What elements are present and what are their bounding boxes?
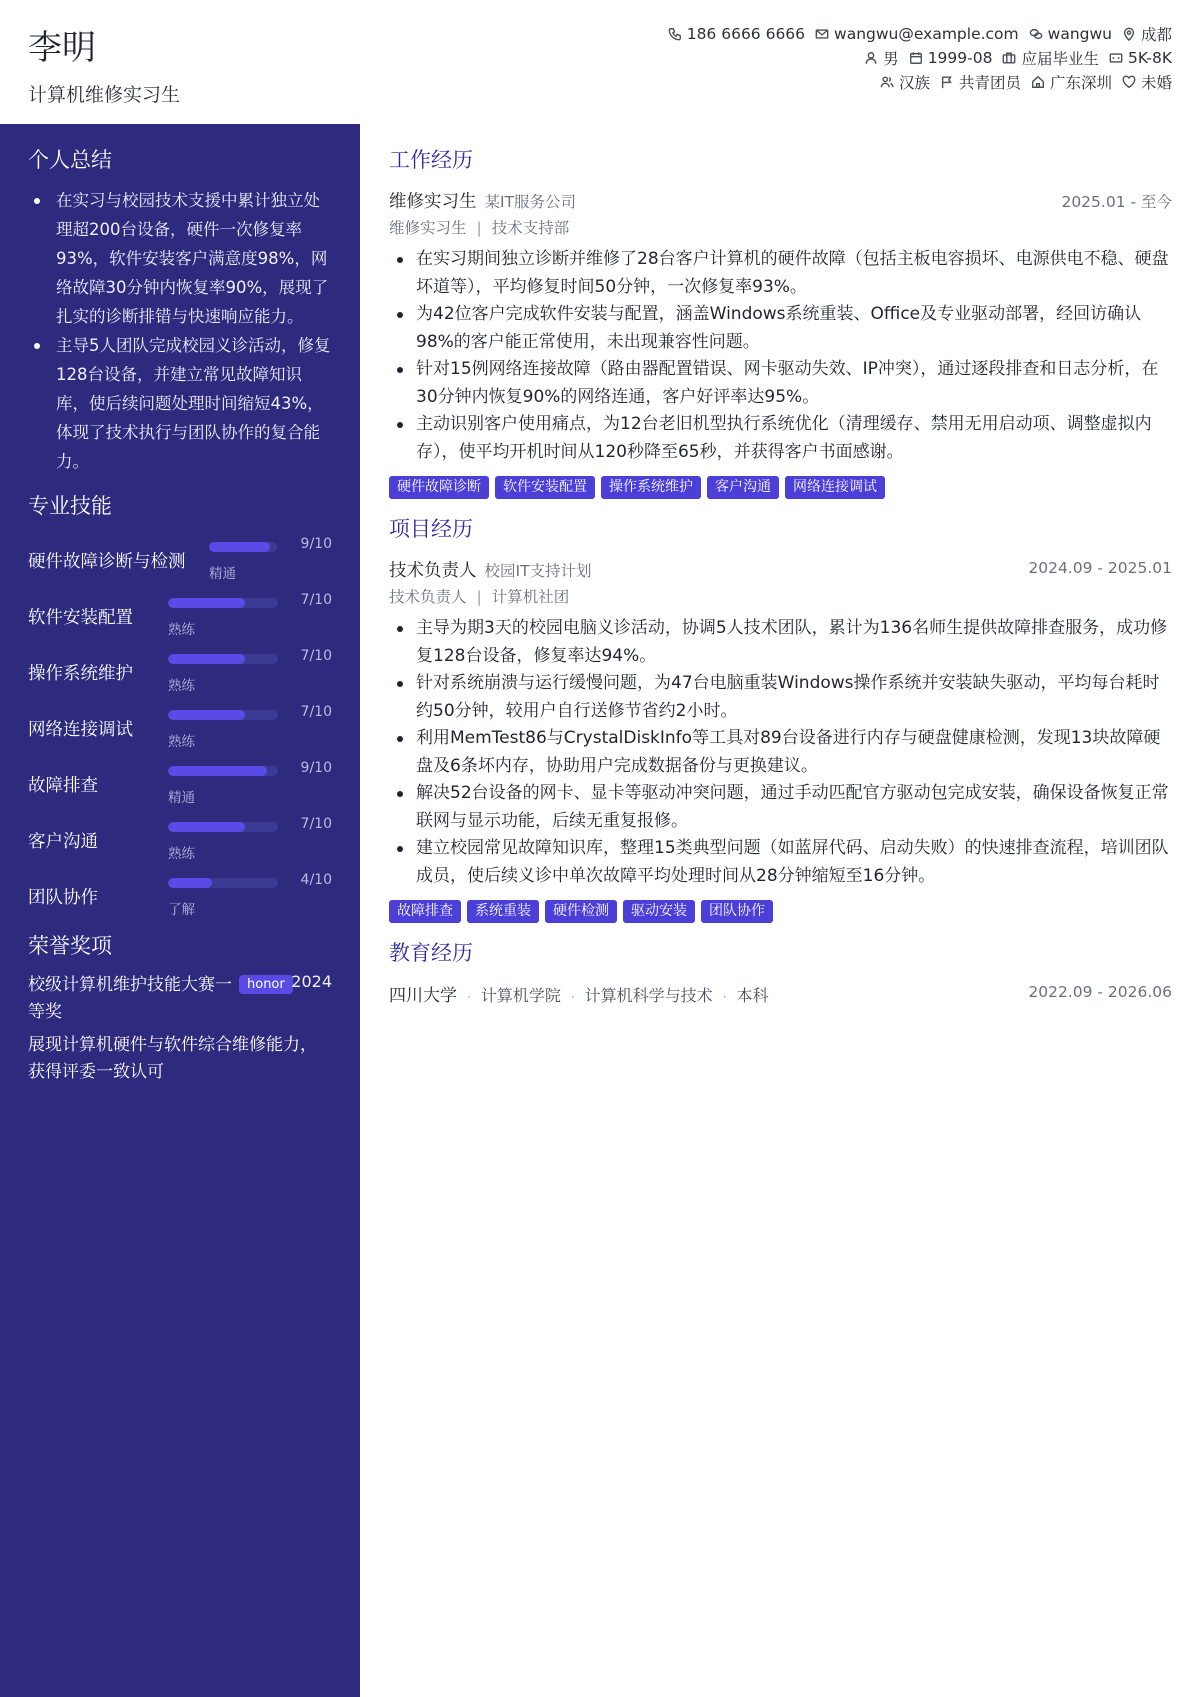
- work-date: 2025.01 - 至今: [1061, 193, 1172, 211]
- gender-item: [864, 47, 899, 69]
- status-text: 应届毕业生: [1021, 50, 1099, 68]
- phone-text: 186 6666 6666: [686, 25, 806, 43]
- skill-item: [28, 704, 332, 760]
- separator: |: [476, 219, 482, 237]
- college-name: 计算机学院: [480, 986, 561, 1005]
- honors-heading: 荣誉奖项: [28, 934, 112, 958]
- bullet-item: 针对15例网络连接故障（路由器配置错误、网卡驱动失效、IP冲突），通过逐段排查和日志分析，在30分钟内恢复90%的网络连通，客户好评率达95%。: [389, 356, 1172, 411]
- ethnicity-text: 汉族: [898, 74, 930, 92]
- skill-score: 7/10: [300, 592, 332, 608]
- skill-score: 7/10: [300, 648, 332, 664]
- contact-row: [412, 70, 1172, 94]
- work-entry: [389, 188, 1172, 499]
- wechat-item[interactable]: [1029, 25, 1112, 43]
- political-text: 共青团员: [958, 74, 1021, 92]
- briefcase-icon: [1002, 51, 1016, 65]
- school-name: 四川大学: [389, 986, 457, 1006]
- skill-fill: [168, 766, 267, 776]
- skill-fill: [168, 654, 245, 664]
- marital-item: [1122, 71, 1172, 93]
- wechat-text: wangwu: [1047, 25, 1112, 43]
- project-bullets: [389, 615, 1172, 890]
- contact-row: [412, 46, 1172, 70]
- marital-text: 未婚: [1140, 74, 1172, 92]
- work-position: 维修实习生: [389, 219, 467, 237]
- dot-separator: ·: [467, 990, 471, 1004]
- salary-icon: [1109, 51, 1123, 65]
- skill-level: 熟练: [168, 622, 195, 638]
- status-item: [1002, 47, 1099, 69]
- birth-text: 1999-08: [927, 49, 993, 67]
- skill-name: 软件安装配置: [28, 608, 133, 628]
- entry-header: [389, 188, 1172, 214]
- skill-bar: [168, 710, 278, 720]
- entry-header: [389, 557, 1172, 583]
- skill-item: [28, 592, 332, 648]
- skill-tag: 系统重装: [467, 900, 539, 923]
- skill-score: 9/10: [300, 760, 332, 776]
- project-entry: [389, 557, 1172, 923]
- skill-tag: 团队协作: [701, 900, 773, 923]
- project-subline: [389, 585, 1172, 607]
- skill-score: 7/10: [300, 816, 332, 832]
- bullet-item: 主动识别客户使用痛点，为12台老旧机型执行系统优化（清理缓存、禁用无用启动项、调整虚拟内存），使平均开机时间从120秒降至65秒，并获得客户书面感谢。: [389, 411, 1172, 466]
- skill-level: 了解: [168, 902, 195, 918]
- work-department: 技术支持部: [491, 219, 570, 237]
- skill-item: [28, 816, 332, 872]
- honor-title: 校级计算机维护技能大赛一等奖: [28, 975, 232, 1022]
- email-item[interactable]: [815, 25, 1019, 43]
- skill-fill: [168, 878, 212, 888]
- skill-item: [28, 536, 332, 592]
- bullet-item: 在实习期间独立诊断并维修了28台客户计算机的硬件故障（包括主板电容损坏、电源供电不稳、硬盘坏道等），平均修复时间50分钟，一次修复率93%。: [389, 246, 1172, 301]
- skill-name: 网络连接调试: [28, 720, 133, 740]
- honor-item: [28, 972, 332, 1026]
- summary-heading: 个人总结: [28, 148, 112, 172]
- flag-icon: [940, 75, 954, 89]
- heart-icon: [1122, 75, 1136, 89]
- skill-level: 精通: [209, 566, 236, 582]
- project-name: 校园IT支持计划: [484, 562, 592, 580]
- honor-description: 展现计算机硬件与软件综合维修能力，获得评委一致认可: [28, 1035, 317, 1082]
- skill-fill: [168, 822, 245, 832]
- skill-name: 客户沟通: [28, 832, 98, 852]
- resume-header: [0, 0, 1200, 124]
- candidate-name: 李明: [28, 28, 96, 68]
- skill-score: 9/10: [300, 536, 332, 552]
- bullet-item: 为42位客户完成软件安装与配置，涵盖Windows系统重装、Office及专业驱动部署，经回访确认98%的客户能正常使用，未出现兼容性问题。: [389, 301, 1172, 356]
- skill-level: 精通: [168, 790, 195, 806]
- work-company: 某IT服务公司: [484, 193, 577, 211]
- skill-bar: [168, 822, 278, 832]
- salary-text: 5K-8K: [1127, 49, 1172, 67]
- hometown-text: 广东深圳: [1049, 74, 1112, 92]
- skill-tag: 故障排查: [389, 900, 461, 923]
- job-title: 计算机维修实习生: [28, 84, 181, 106]
- work-bullets: [389, 246, 1172, 466]
- project-position: 技术负责人: [389, 588, 467, 606]
- bullet-item: 利用MemTest86与CrystalDiskInfo等工具对89台设备进行内存与硬盘健康检测，发现13块故障硬盘及6条坏内存，协助用户完成数据备份与更换建议。: [389, 725, 1172, 780]
- education-date: 2022.09 - 2026.06: [1028, 983, 1172, 1001]
- bullet-item: 解决52台设备的网卡、显卡等驱动冲突问题，通过手动匹配官方驱动包完成安装，确保设备恢复正常联网与显示功能，后续无重复报修。: [389, 780, 1172, 835]
- skill-tag: 硬件故障诊断: [389, 476, 489, 499]
- hometown-item: [1031, 71, 1112, 93]
- project-date: 2024.09 - 2025.01: [1028, 559, 1172, 577]
- gender-text: 男: [883, 50, 899, 68]
- skill-score: 7/10: [300, 704, 332, 720]
- honor-year: 2024: [291, 972, 332, 991]
- phone-item[interactable]: [668, 25, 805, 43]
- skill-fill: [168, 598, 245, 608]
- skill-bar: [209, 542, 277, 552]
- skills-heading: 专业技能: [28, 494, 112, 518]
- skill-score: 4/10: [300, 872, 332, 888]
- major-name: 计算机科学与技术: [584, 986, 713, 1005]
- work-tags: [389, 476, 1172, 499]
- education-entry: [389, 981, 1172, 1007]
- sidebar: [0, 124, 360, 1697]
- skill-tag: 客户沟通: [707, 476, 779, 499]
- skill-item: [28, 872, 332, 928]
- dot-separator: ·: [570, 990, 575, 1004]
- skill-bar: [168, 654, 278, 664]
- wechat-icon: [1029, 27, 1043, 41]
- skill-level: 熟练: [168, 734, 195, 750]
- user-icon: [864, 51, 878, 65]
- skill-fill: [168, 710, 245, 720]
- people-icon: [880, 75, 894, 89]
- bullet-item: 针对系统崩溃与运行缓慢问题，为47台电脑重装Windows操作系统并安装缺失驱动，平均每台耗时约50分钟，较用户自行送修节省约2小时。: [389, 670, 1172, 725]
- skill-item: [28, 648, 332, 704]
- separator: |: [476, 588, 482, 606]
- skill-tag: 硬件检测: [545, 900, 617, 923]
- education-heading: 教育经历: [389, 941, 473, 965]
- skill-tag: 软件安装配置: [495, 476, 595, 499]
- home-icon: [1031, 75, 1045, 89]
- dot-separator: ·: [722, 990, 727, 1004]
- skills-list: [28, 536, 332, 928]
- political-item: [940, 71, 1021, 93]
- calendar-icon: [909, 51, 923, 65]
- contact-row: [412, 22, 1172, 46]
- degree: 本科: [736, 986, 769, 1005]
- location-item: [1122, 23, 1172, 45]
- skill-tag: 驱动安装: [623, 900, 695, 923]
- work-heading: 工作经历: [389, 148, 473, 172]
- skill-name: 团队协作: [28, 888, 98, 908]
- birth-item: [909, 49, 993, 67]
- skill-bar: [168, 598, 278, 608]
- skill-name: 故障排查: [28, 776, 98, 796]
- skill-level: 熟练: [168, 846, 195, 862]
- honor-badge: honor: [239, 975, 293, 994]
- location-text: 成都: [1140, 26, 1172, 44]
- project-tags: [389, 900, 1172, 923]
- email-text: wangwu@example.com: [834, 25, 1019, 43]
- skill-bar: [168, 766, 278, 776]
- summary-item: 在实习与校园技术支援中累计独立处理超200台设备，硬件一次修复率93%，软件安装客户满意度98%，网络故障30分钟内恢复率90%，展现了扎实的诊断排错与快速响应能力。: [28, 186, 332, 331]
- main-content: [389, 124, 1172, 1007]
- skill-fill: [209, 542, 270, 552]
- work-subline: [389, 216, 1172, 238]
- bullet-item: 建立校园常见故障知识库，整理15类典型问题（如蓝屏代码、启动失败）的快速排查流程，培训团队成员，使后续义诊中单次故障平均处理时间从28分钟缩短至16分钟。: [389, 835, 1172, 890]
- skill-tag: 操作系统维护: [601, 476, 701, 499]
- bullet-item: 主导为期3天的校园电脑义诊活动，协调5人技术团队，累计为136名师生提供故障排查服务，成功修复128台设备，修复率达94%。: [389, 615, 1172, 670]
- summary-item: 主导5人团队完成校园义诊活动，修复128台设备，并建立常见故障知识库，使后续问题处理时间缩短43%，体现了技术执行与团队协作的复合能力。: [28, 331, 332, 476]
- project-heading: 项目经历: [389, 517, 473, 541]
- skill-level: 熟练: [168, 678, 195, 694]
- ethnicity-item: [880, 71, 930, 93]
- skill-tag: 网络连接调试: [785, 476, 885, 499]
- skill-name: 硬件故障诊断与检测: [28, 552, 186, 572]
- skill-name: 操作系统维护: [28, 664, 133, 684]
- location-icon: [1122, 27, 1136, 41]
- work-role: 维修实习生: [389, 192, 477, 212]
- salary-item: [1109, 49, 1172, 67]
- summary-list: [28, 186, 332, 476]
- project-role: 技术负责人: [389, 561, 477, 581]
- phone-icon: [668, 27, 682, 41]
- project-org: 计算机社团: [491, 588, 570, 606]
- mail-icon: [815, 27, 829, 41]
- skill-bar: [168, 878, 278, 888]
- skill-item: [28, 760, 332, 816]
- contact-info: [412, 22, 1172, 94]
